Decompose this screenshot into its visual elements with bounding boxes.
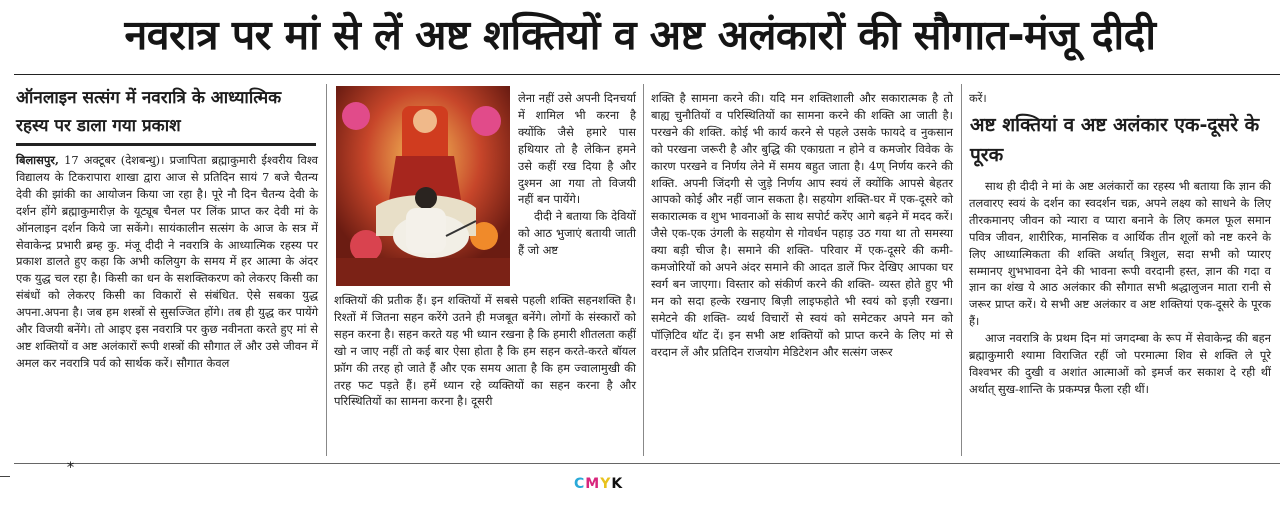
footer-star: * xyxy=(67,460,74,476)
article-paragraph-8: आज नवरात्रि के प्रथम दिन मां जगदम्बा के रूप में सेवाकेन्द्र की बहन ब्रह्माकुमारी श्यामा विराजित रहीं जो परमात्मा शिव से शक्ति ले पूरे विश्वभर की दुखी व अशांत आत्माओं को इमर्ज कर सकाश दे रही थीं अर्थात् सुख-शान्ति के प्रकम्पन्न फैला रही थीं। xyxy=(969,331,1271,396)
article-photo xyxy=(336,86,510,286)
rule-subhead xyxy=(16,143,316,146)
rule-top xyxy=(14,74,1280,75)
article-column-5 xyxy=(969,178,1271,398)
article-paragraph-6: करें। xyxy=(969,91,987,105)
margin-dash xyxy=(0,476,10,477)
article-text: 17 अक्टूबर (देशबन्धु)। प्रजापिता ब्रह्माकुमारी ईश्वरीय विश्व विद्यालय के टिकरापारा शाखा द्वारा आज से प्रतिदिन सायं 7 बजे चैतन्य देवी की झांकी का आयोजन किया जा रहा है। पूरे नौ दिन चैतन्य देवी के दर्शन होंगे ब्रह्माकुमारीज़ के यूट्यूब चैनल पर लिंक प्राप्त कर देवी मां के ऑनलाइन दर्शन किये जा सकेंगे। सायंकालीन सत्संग के आज के सत्र में सेवाकेन्द्र प्रभारी ब्रम्ह कु. मंजू दीदी ने नवरात्रि के आध्यात्मिक रहस्य पर प्रकाश डालते हुए कहा कि अभी कलियुग के समय में हर आत्मा के अंदर एक युद्ध चल रहा है। किसी का धन के सशक्तिकरण को लेकरए किसी का संबंधों को लेकरए किसी का विकारों से संबंधित. ऐसे सबका युद्ध अपना.अपना है। जब हम शस्त्रों से सुसज्जित होंगे। तब ही युद्ध कर पायेंगे और विजयी बनेंगे। तो आइए इस नवरात्रि पर कुछ नवीनता करते हुए मां से अष्ट शक्तियों व अष्ट अलंकारों रूपी शस्त्रों की सौगात लें और उसे जीवन में अमल कर नवरात्रि पर्व को सार्थक करें। सौगात केवल xyxy=(16,153,318,370)
article-column-2 xyxy=(518,90,636,259)
subheadline-right: अष्ट शक्तियां व अष्ट अलंकार एक-दूसरे के पूरक xyxy=(970,114,1260,166)
column-divider-3 xyxy=(961,84,962,456)
article-column-5-top xyxy=(969,90,1271,107)
subheadline-left: ऑनलाइन सत्संग में नवरात्रि के आध्यात्मिक रहस्य पर डाला गया प्रकाश xyxy=(16,88,282,136)
cmyk-registration-mark xyxy=(574,476,623,492)
article-paragraph-3: दीदी ने बताया कि देवियों को आठ भुजाएं बतायी जाती हैं जो अष्ट xyxy=(518,209,636,258)
cmyk-k: K xyxy=(611,476,624,492)
article-column-4 xyxy=(651,90,953,361)
cmyk-c: C xyxy=(574,476,586,492)
dateline: बिलासपुर, xyxy=(16,153,59,167)
article-column-1 xyxy=(16,152,318,372)
rule-bottom xyxy=(14,463,1280,464)
article-paragraph-1 xyxy=(16,152,318,372)
article-paragraph-2: लेना नहीं उसे अपनी दिनचर्या में शामिल भी करना है क्योंकि जैसे हमारे पास हथियार तो है लेकिन हमने उसे कहीं रख दिया है और दुश्मन आ गया तो विजयी नहीं बन पायेंगे। xyxy=(518,91,636,207)
goddess-tableau-image xyxy=(336,86,510,286)
headline: नवरात्र पर मां से लें अष्ट शक्तियों व अष्ट अलंकारों की सौगात-मंजू दीदी xyxy=(124,11,1156,59)
article-paragraph-5: शक्ति है सामना करने की। यदि मन शक्तिशाली और सकारात्मक है तो बाह्य चुनौतियों व परिस्थितियों का सामना करने की शक्ति आ जाती है। परखने की शक्ति. कोई भी कार्य करने से पहले उसके फायदे व नुकसान को परखना जरूरी है और बुद्धि की एकाग्रता न होने व कमजोर विवेक के कारण परखने व निर्णय लेने में समय बहुत जाता है। 4ण् निर्णय करने की शक्ति. अपनी जिंदगी से जुड़े निर्णय आप स्वयं लें क्योंकि आपसे बेहतर आपको कोई और नहीं जान सकता है। सहयोग शक्ति-घर में एक-दूसरे को सकारात्मक व शुभ भावनाओं के साथ सपोर्ट करेंए आगे बढ़ने में मदद करें। जैसे एक-एक उंगली के सहयोग से गोवर्धन पहाड़ उठ गया था तो समस्या क्या बड़ी चीज है। समाने की शक्ति- परिवार में एक-दूसरे की कमी-कमजोरियों को अपने अंदर समाने की आदत डालें फिर देखिए आपका घर स्वर्ग बन जाएगा। विस्तार को संकीर्ण करने की शक्ति- व्यस्त होते हुए भी मन को सदा हल्के रखनाए बिज़ी लाइफहोते भी स्वयं को इज़ी रखना। समेटने की शक्ति- व्यर्थ विचारों से स्वयं को समेटकर अपने मन को पॉज़िटिव थॉट दें। इन सभी अष्ट शक्तियों को प्राप्त करने के लिए मां से वरदान लें और प्रतिदिन राजयोग मेडिटेशन और सत्संग जरूर xyxy=(651,91,953,359)
column-divider-1 xyxy=(326,84,327,456)
column-divider-2 xyxy=(643,84,644,456)
article-paragraph-7: साथ ही दीदी ने मां के अष्ट अलंकारों का रहस्य भी बताया कि ज्ञान की तलवारए स्वयं के दर्शन का स्वदर्शन चक्र, अपने लक्ष्य को साधने के लिए तीरकमानए जीवन को न्यारा व प्यारा बनाने के लिए कमल फूल समान पवित्र जीवन, शारीरिक, मानसिक व आर्थिक तीन शूलों को नष्ट करने के लिए आध्यात्मिकता की शक्ति अर्थात् त्रिशुल, सदा सभी को प्यारए सम्मानए शुभभावना देने की भावना रूपी वरदानी हस्त, ज्ञान की गदा व ज्ञान का शंख ये आठ अलंकार की सौगात सभी श्रद्धालुजन माता रानी से जरूर प्राप्त करें। ये सभी अष्ट अलंकार व अष्ट शक्तियां एक-दूसरे के पूरक हैं। xyxy=(969,179,1271,329)
article-column-2-3 xyxy=(334,292,636,410)
article-paragraph-4: शक्तियों की प्रतीक हैं। इन शक्तियों में सबसे पहली शक्ति सहनशक्ति है। रिश्तों में जितना सहन करेंगे उतने ही मजबूत बनेंगे। लोगों के संस्कारों को सहन करना है। सहन करते यह भी ध्यान रखना है कि हमारी शीतलता कहीं खो न जाए नहीं तो कई बार ऐसा होता है कि हम सहन करते-करते बॉयल फ्रॉग की तरह हो जाते हैं और एक समय आता है कि हम ज्वालामुखी की तरह फट पड़ते हैं। हमें ध्यान रहे व्यक्तियों का सहन करना है और परिस्थितियों का सामना करना है। दूसरी xyxy=(334,293,636,409)
cmyk-y: Y xyxy=(600,476,612,492)
cmyk-m: M xyxy=(585,476,601,492)
